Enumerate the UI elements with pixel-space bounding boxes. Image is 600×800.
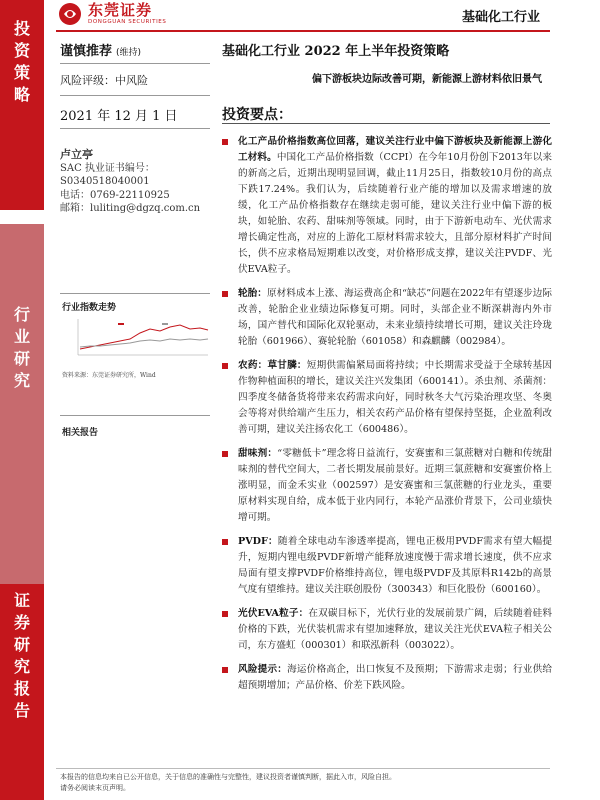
chart-source: 资料来源：东莞证券研究所，Wind [62,372,156,379]
disclaimer-text: 本报告的信息均来自已公开信息，关于信息的准确性与完整性，建议投资者谨慎判断，据此入市，风险自担。 [60,773,396,781]
point-heading: PVDF： [238,536,278,547]
legend-swatch-benchmark [162,323,168,325]
bullet-square-icon [222,363,228,369]
point-body: 短期供需偏紧局面将持续；中长期需求受益于全球转基因作物种植面积的增长，建议关注兴发集团（600141）。杀虫剂、杀菌剂：四季度冬储备货将带来农药需求向好，同时秋冬大气污染治理攻坚、冬奥会等将对供给端产生压力，相关农药产品价格有望保持坚挺，企业盈利改善可期，建议关注扬农化工（600486）。 [238,360,553,435]
strip-char: 业 [13,327,30,346]
key-points-heading: 投资要点： [222,107,292,123]
analyst-name: 卢立亭 [60,148,93,161]
point-body: 海运价格高企，出口恢复不及预期；下游需求走弱；行业供给超预期增加；产品价格、价差下跌风险。 [238,664,553,691]
analyst-phone: 电话：0769-22110925 [60,189,170,201]
divider [60,293,210,294]
point-heading: 化工产品价格指数高位回落，建议关注行业中偏下游板块及新能源上游化工材料。 [238,136,552,163]
divider [60,415,210,416]
point-body: 随着全球电动车渗透率提高，锂电正极用PVDF需求有望大幅提升，短期内锂电级PVDF新增产能释放速度慢于需求增长速度，供不应求局面有望支撑PVDF价格维持高位，锂电级PVDF及其原料R142b的高景气度有望维持。建议关注联创股份（300343）和巨化股份（600160）。 [238,536,552,595]
point-heading: 风险提示： [238,664,288,675]
strip-securities-report [0,584,44,800]
rating-text: 谨慎推荐 [60,44,113,59]
bullet-square-icon [222,611,228,617]
point-body: 在双碳目标下，光伏行业的发展前景广阔，后续随着硅料价格的下跌，光伏装机需求有望加速释放，建议关注光伏EVA粒子相关公司，东方盛虹（000301）和联泓新科（003022）。 [238,608,552,651]
header-divider [56,30,550,32]
key-point [222,286,552,350]
point-heading: 轮胎： [238,288,267,299]
analyst-cert-no: S0340518040001 [60,176,150,187]
index-trend-title: 行业指数走势 [62,303,117,313]
related-reports-title: 相关报告 [62,428,99,438]
bullet-square-icon [222,451,228,457]
key-point [222,606,552,654]
strip-char: 券 [13,613,30,632]
report-date: 2021 年 12 月 1 日 [60,109,178,124]
analyst-info [60,148,200,216]
key-point [222,358,552,438]
disclaimer-note: 请务必阅读末页声明。 [60,784,130,792]
key-point [222,134,552,278]
divider [60,95,210,96]
strip-char: 资 [13,41,30,60]
strip-char: 投 [13,19,30,38]
strip-char: 行 [13,305,30,324]
strip-char: 策 [13,63,30,82]
strip-char: 究 [13,371,30,390]
legend-swatch-industry [118,323,124,325]
key-points-list [222,134,552,702]
point-heading: 光伏EVA粒子： [238,608,309,619]
header-industry-label: 基础化工行业 [461,10,540,25]
bullet-square-icon [222,291,228,297]
bullet-square-icon [222,667,228,673]
strip-char: 研 [13,349,30,368]
chart-series-benchmark [80,339,208,347]
index-trend-chart [60,315,212,367]
point-heading: 农药：草甘膦： [238,360,307,371]
strip-char: 证 [13,591,30,610]
strip-char: 研 [13,635,30,654]
logo-text-en: DONGGUAN SECURITIES [88,19,167,25]
point-body: 中国化工产品价格指数（CCPI）在今年10月份创下2013年以来的新高之后，近期出现明显回调，截止11月25日，指数较10月份的高点下跌17.24%。我们认为，后续随着行业产能的增加以及需求增速的放缓，化工产品价格指数存在继续走弱可能，建议关注行业中偏下游的板块，如轮胎、农药、甜味剂等领域。同时，由于下游新电动车、光伏需求增长确定性高，对应的上游化工原材料需求较大，且部分原材料扩产时间长，供不应求格局短期难以改变，对价格形成支撑，建议关注PVDF、光伏EVA粒子。 [238,152,552,275]
point-heading: 甜味剂： [238,448,278,459]
strip-industry-research [0,224,44,584]
point-body: 原材料成本上涨、海运费高企和“缺芯”问题在2022年有望逐步边际改善，轮胎企业业绩边际修复可期。同时，头部企业不断深耕海内外市场，国产替代和国际化双轮驱动，未来业绩持续增长可期，建议关注玲珑轮胎（601966）、赛轮轮胎（601058）和森麒麟（002984）。 [238,288,552,347]
rating-note: (维持) [116,48,142,58]
bullet-square-icon [222,139,228,145]
report-title: 基础化工行业 2022 年上半年投资策略 [222,44,450,59]
key-points-divider [222,123,550,124]
divider [60,128,210,129]
left-category-strip [0,0,44,800]
strip-investment-strategy [0,0,44,210]
strip-char: 报 [13,679,30,698]
strip-char: 告 [13,701,30,720]
logo-icon [58,2,82,26]
analyst-cert-label: SAC 执业证书编号： [60,162,155,174]
key-point [222,534,552,598]
key-point [222,662,552,694]
analyst-email[interactable]: 邮箱：luliting@dgzq.com.cn [60,203,201,214]
point-body: “零糖低卡”理念将日益流行，安赛蜜和三氯蔗糖对白糖和传统甜味剂的替代空间大，二者长期发展前景好。近期三氯蔗糖和安赛蜜价格上涨明显，而金禾实业（002597）是安赛蜜和三氯蔗糖的行业龙头，重要原材料实现自给，成本低于业内同行，本轮产品涨价背景下，公司业绩快增可期。 [238,448,553,523]
bullet-square-icon [222,539,228,545]
strip-char: 究 [13,657,30,676]
risk-rating: 风险评级：中风险 [60,74,148,87]
footer-disclaimer [60,772,550,794]
strip-char: 略 [13,85,30,104]
key-point [222,446,552,526]
company-logo [58,2,166,26]
logo-text-cn: 东莞证券 [88,1,153,19]
investment-rating [60,40,141,59]
divider [60,63,210,64]
chart-series-industry [80,325,208,349]
report-subtitle: 偏下游板块边际改善可期，新能源上游材料依旧景气 [312,74,542,85]
footer-divider [56,768,550,769]
